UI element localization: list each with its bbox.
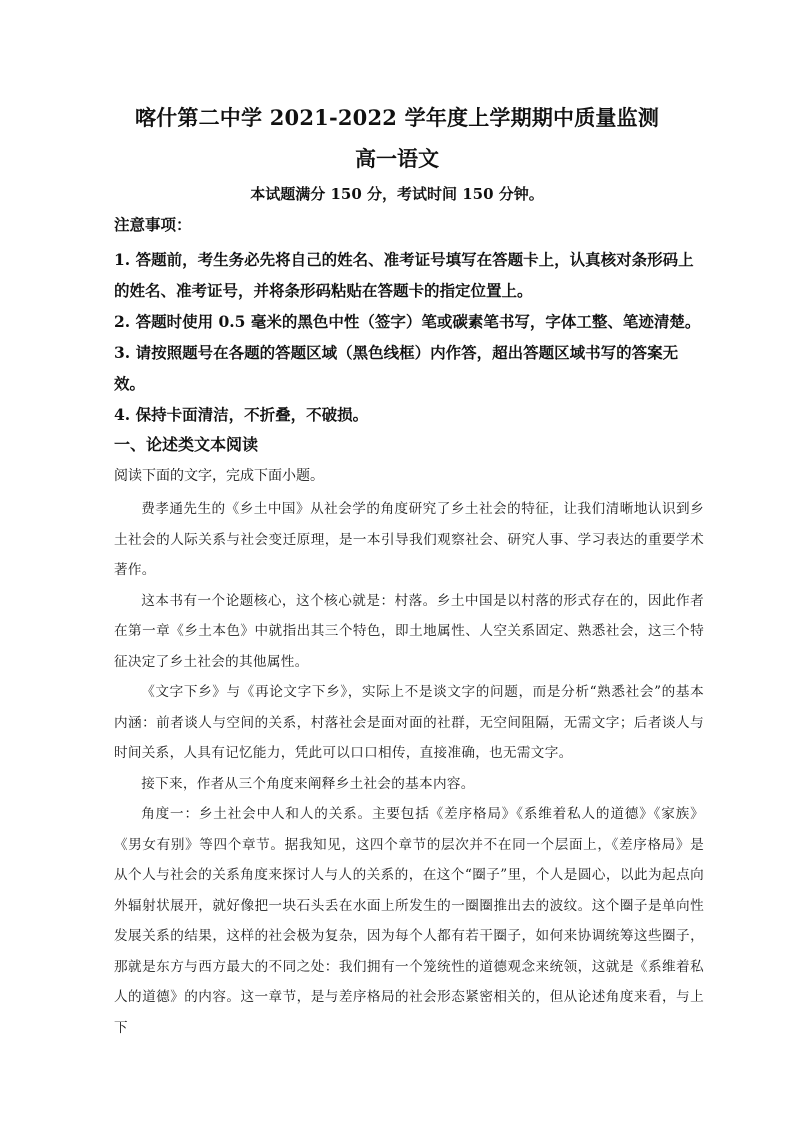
note-item: 2. 答题时使用 0.5 毫米的黑色中性（签字）笔或碳素笔书写，字体工整、笔迹清楚。: [114, 312, 701, 331]
note-item: 4. 保持卡面清洁，不折叠，不破损。: [114, 405, 369, 424]
passage-paragraph: 接下来，作者从三个角度来阐释乡土社会的基本内容。: [141, 775, 475, 792]
notes-heading: 注意事项：: [114, 215, 192, 234]
exam-info: 本试题满分 150 分，考试时间 150 分钟。: [250, 185, 544, 203]
note-item: 3. 请按照题号在各题的答题区域（黑色线框）内作答，超出答题区域书写的答案无效。: [114, 343, 679, 393]
section-instruction: 阅读下面的文字，完成下面小题。: [114, 468, 324, 484]
notes-list: [114, 244, 704, 430]
note-item: 1. 答题前，考生务必先将自己的姓名、准考证号填写在答题卡上，认真核对条形码上的姓名、准考证号，并将条形码粘贴在答题卡的指定位置上。: [114, 250, 694, 300]
exam-title: 喀什第二中学 2021-2022 学年度上学期期中质量监测: [134, 105, 660, 130]
section-heading: 一、论述类文本阅读: [114, 435, 259, 454]
passage-paragraph: 角度一：乡土社会中人和人的关系。主要包括《差序格局》《系维着私人的道德》《家族》《男女有别》等四个章节。据我知见，这四个章节的层次并不在同一个层面上，《差序格局》是从个人与社会的关系角度来探讨人与人的关系的，在这个“圈子”里，个人是圆心，以此为起点向外辐射状展开，就好像把一块石头丢在水面上所发生的一圈圈推出去的波纹。这个圈子是单向性发展关系的结果，这样的社会极为复杂，因为每个人都有若干圈子，如何来协调统筹这些圈子，那就是东方与西方最大的不同之处：我们拥有一个笼统性的道德观念来统领，这就是《系维着私人的道德》的内容。这一章节，是与差序格局的社会形态紧密相关的，但从论述角度来看，与上下: [114, 806, 704, 1036]
exam-subject: 高一语文: [355, 146, 439, 171]
passage-paragraph: 费孝通先生的《乡土中国》从社会学的角度研究了乡土社会的特征，让我们清晰地认识到乡土社会的人际关系与社会变迁原理，是一本引导我们观察社会、研究人事、学习表达的重要学术著作。: [114, 501, 704, 578]
reading-passage: [114, 494, 704, 1043]
passage-paragraph: 《文字下乡》与《再论文字下乡》，实际上不是谈文字的问题，而是分析“熟悉社会”的基本内涵：前者谈人与空间的关系，村落社会是面对面的社群，无空间阻隔，无需文字；后者谈人与时间关系，人具有记忆能力，凭此可以口口相传，直接准确，也无需文字。: [114, 684, 704, 761]
passage-paragraph: 这本书有一个论题核心，这个核心就是：村落。乡土中国是以村落的形式存在的，因此作者在第一章《乡土本色》中就指出其三个特色，即土地属性、人空关系固定、熟悉社会，这三个特征决定了乡土社会的其他属性。: [114, 592, 704, 670]
